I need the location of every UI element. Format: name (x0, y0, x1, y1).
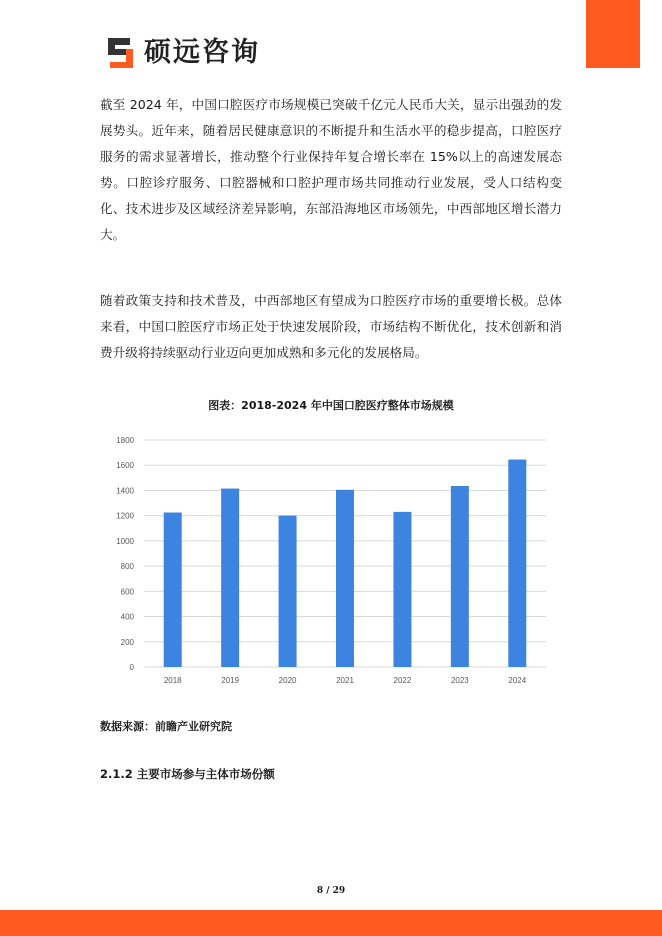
x-tick-label: 2021 (336, 676, 354, 685)
market-size-bar-chart (100, 428, 560, 690)
bar-2024 (508, 460, 526, 667)
x-tick-label: 2022 (393, 676, 412, 685)
bar-2020 (279, 516, 297, 667)
y-tick-label: 600 (120, 587, 134, 597)
bar-2018 (164, 513, 182, 667)
y-tick-label: 1200 (116, 511, 134, 521)
section-heading: 2.1.2 主要市场参与主体市场份额 (100, 767, 275, 781)
y-tick-label: 1800 (116, 436, 134, 445)
chart-title: 图表：2018-2024 年中国口腔医疗整体市场规模 (208, 399, 454, 412)
bar-2019 (221, 489, 239, 667)
x-tick-label: 2024 (508, 676, 527, 685)
x-tick-label: 2019 (221, 676, 240, 685)
bar-2023 (451, 486, 469, 667)
page-number: 8 / 29 (316, 886, 346, 896)
x-tick-label: 2023 (450, 676, 469, 685)
brand-mark-icon (108, 38, 138, 68)
brand-logo (108, 38, 260, 68)
y-tick-label: 1400 (116, 486, 134, 496)
y-tick-label: 200 (120, 637, 134, 647)
brand-name: 硕远咨询 (144, 37, 260, 68)
y-tick-label: 1000 (116, 536, 134, 546)
body-paragraph-1: 截至 2024 年，中国口腔医疗市场规模已突破千亿元人民币大关，显示出强劲的发展势头。近年来，随着居民健康意识的不断提升和生活水平的稳步提高，口腔医疗服务的需求显著增长，推动整个行业保持年复合增长率在 15%以上的高速发展态势。口腔诊疗服务、口腔器械和口腔护理市场共同推动行业发展，受人口结构变化、技术进步及区域经济差异影响，东部沿海地区市场领先，中西部地区增长潜力大。 (100, 97, 562, 242)
corner-accent-tab (586, 0, 640, 68)
body-paragraph-2: 随着政策支持和技术普及，中西部地区有望成为口腔医疗市场的重要增长极。总体来看，中国口腔医疗市场正处于快速发展阶段，市场结构不断优化，技术创新和消费升级将持续驱动行业迈向更加成熟和多元化的发展格局。 (100, 293, 562, 360)
y-tick-label: 400 (120, 612, 134, 622)
footer-accent-bar (0, 910, 662, 936)
data-source-note: 数据来源：前瞻产业研究院 (100, 720, 232, 733)
y-tick-label: 0 (129, 663, 134, 672)
y-tick-label: 800 (120, 562, 134, 572)
x-tick-label: 2018 (163, 676, 182, 685)
y-tick-label: 1600 (116, 461, 134, 471)
bar-2021 (336, 490, 354, 667)
bar-2022 (393, 512, 411, 667)
x-tick-label: 2020 (278, 676, 297, 685)
